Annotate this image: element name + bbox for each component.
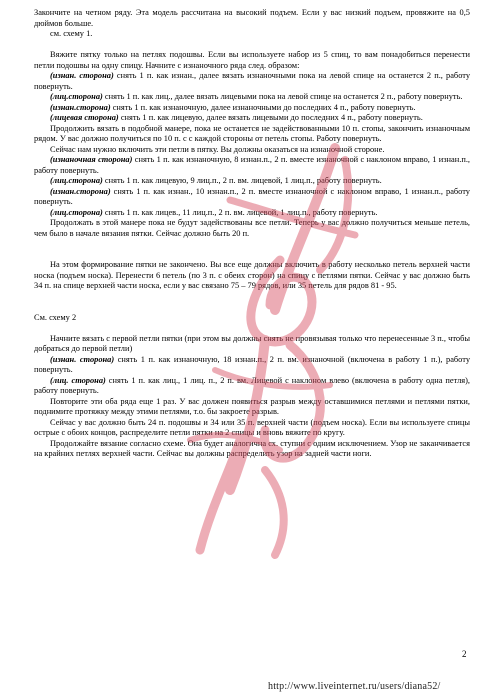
paragraph-spacer bbox=[34, 323, 470, 334]
row-side-label: (изнан. сторона) bbox=[50, 354, 115, 364]
row-side-label: (лиц.сторона) bbox=[50, 207, 103, 217]
paragraph-text: Повторите эти оба ряда еще 1 раз. У вас должен появиться разрыв между оставшимися петлями и петлями пятки, поднимите протяжку между этими петлями, т.о. бы закроете разрыв. bbox=[34, 396, 470, 416]
paragraph bbox=[34, 418, 470, 439]
paragraph-text: снять 1 п. как лиц., далее вязать лицевыми пока на левой спице на останется 2 п., работу повернуть. bbox=[102, 92, 463, 101]
paragraph bbox=[34, 145, 470, 156]
paragraph-text: Закончите на четном ряду. Эта модель рассчитана на высокий подъем. Если у вас низкий подъем, провяжите на 0,5 дюймов больше. bbox=[34, 8, 470, 28]
paragraph bbox=[34, 376, 470, 397]
page-number: 2 bbox=[462, 649, 467, 659]
row-side-label: (лиц. сторона) bbox=[50, 375, 106, 385]
paragraph bbox=[34, 113, 470, 124]
paragraph-text: снять 1 п. как лицев., 11 лиц.п., 2 п. вм. лицевой, 1 лиц.п., работу повернуть. bbox=[102, 207, 378, 217]
paragraph bbox=[34, 334, 470, 355]
row-side-label: (изнаночная сторона) bbox=[50, 155, 133, 164]
paragraph-text: снять 1 п. как изнан., 10 изнан.п., 2 п. вместе изнаночной с наклоном вправо, 1 изнан.п., работу повернуть. bbox=[34, 186, 470, 206]
paragraph bbox=[34, 8, 470, 29]
paragraph bbox=[34, 187, 470, 208]
paragraph bbox=[34, 103, 470, 114]
paragraph-text: снять 1 п. как лицевую, 9 лиц.п., 2 п. вм. лицевой, 1 лиц.п., работу повернуть. bbox=[102, 176, 382, 185]
paragraph bbox=[34, 260, 470, 292]
paragraph-text: Продолжайте вязание согласно схеме. Она будет аналогична сх. ступни с одним исключением. Узор не заканчивается на крайних петлях верхней части. Сейчас вы должны распределить узор на задней части ноги. bbox=[34, 438, 470, 458]
paragraph bbox=[34, 124, 470, 145]
paragraph-text: Продолжить вязать в подобной манере, пока не останется не задействованными 10 п. стопы, закончить изнаночным рядом. У вас должно получиться по 10 п. с с каждой стороны от петель стопы. Работу повернуть. bbox=[34, 123, 470, 143]
paragraph-text: Сейчас у вас должно быть 24 п. подошвы и 34 или 35 п. верхней части (подъем носка). Если вы используете спицы острые с обоих концов, распределите петли пятки на 2 спицы и вновь вяжите по кругу. bbox=[34, 417, 470, 437]
paragraph bbox=[34, 155, 470, 176]
paragraph-spacer bbox=[34, 40, 470, 51]
source-url[interactable]: http://www.liveinternet.ru/users/diana52/ bbox=[268, 681, 441, 692]
paragraph-text: снять 1 п. как лиц., 1 лиц. п., 2 п. вм. Лицевой с наклоном влево (включена в работу одна петля), работу повернуть. bbox=[34, 375, 470, 395]
document-body bbox=[34, 8, 470, 460]
paragraph bbox=[34, 176, 470, 187]
paragraph-text: см. схему 1. bbox=[50, 29, 93, 38]
paragraph bbox=[34, 208, 470, 219]
paragraph-text: снять 1 п. как изнаночную, далее изнаночными до последних 4 п., работу повернуть. bbox=[110, 102, 416, 112]
paragraph-text: См. схему 2 bbox=[34, 312, 77, 322]
row-side-label: (изнан.сторона) bbox=[50, 102, 111, 112]
paragraph-text: снять 1 п. как изнаночную, 8 изнан.п., 2 п. вместе изнаночной с наклоном вправо, 1 изнан.п., работу повернуть. bbox=[34, 155, 471, 175]
paragraph-text: Вяжите пятку только на петлях подошвы. Если вы используете набор из 5 спиц, то вам понадобиться перенести петли подошвы на одну спицу. Начните с изнаночного ряда след. образом: bbox=[34, 50, 470, 70]
paragraph bbox=[34, 218, 470, 239]
paragraph bbox=[34, 50, 470, 71]
row-side-label: (лиц.сторона) bbox=[50, 176, 103, 185]
paragraph bbox=[34, 71, 470, 92]
row-side-label: (лицевая сторона) bbox=[50, 113, 119, 122]
paragraph-text: Начните вязать с первой петли пятки (при этом вы должны снять не провязывая только что перенесенные 3 п., чтобы добраться до первой петли) bbox=[34, 333, 470, 353]
paragraph-text: снять 1 п. как изнан., далее вязать изнаночными пока на левой спице на останется 2 п., работу повернуть. bbox=[34, 71, 471, 91]
row-side-label: (изнан.сторона) bbox=[50, 186, 111, 196]
paragraph-text: На этом формирование пятки не закончено. Вы все еще должны включить в работу несколько петель верхней части носка (подъем носка). Перенести 6 петель (по 3 п. с обеих сторон) на спицу с петлями пятки. Сейчас у вас должно быть 34 п. на спице верхней части носка, если у вас связано 75 – 79 рядов, или 35 петель для рядов 81 - 95. bbox=[34, 260, 470, 290]
paragraph bbox=[34, 313, 470, 324]
row-side-label: (изнан. сторона) bbox=[50, 71, 114, 80]
paragraph bbox=[34, 29, 470, 40]
paragraph-spacer bbox=[34, 239, 470, 260]
paragraph bbox=[34, 355, 470, 376]
paragraph bbox=[34, 439, 470, 460]
paragraph-spacer bbox=[34, 292, 470, 313]
row-side-label: (лиц.сторона) bbox=[50, 92, 103, 101]
paragraph-text: снять 1 п. как изнаночную, 18 изнан.п., 2 п. вм. изнаночной (включена в работу 1 п.), работу повернуть. bbox=[34, 354, 471, 374]
paragraph-text: снять 1 п. как лицевую, далее вязать лицевыми до последних 4 п., работу повернуть. bbox=[118, 113, 423, 122]
paragraph-text: Продолжать в этой манере пока не будут задействованы все петли. Теперь у вас должно получиться меньше петель, чем было в начале вязания пятки. Сейчас должно быть 20 п. bbox=[34, 218, 470, 238]
paragraph bbox=[34, 397, 470, 418]
paragraph bbox=[34, 92, 470, 103]
paragraph-text: Сейчас нам нужно включить эти петли в пятку. Вы должны оказаться на изнаночной стороне. bbox=[50, 144, 385, 154]
